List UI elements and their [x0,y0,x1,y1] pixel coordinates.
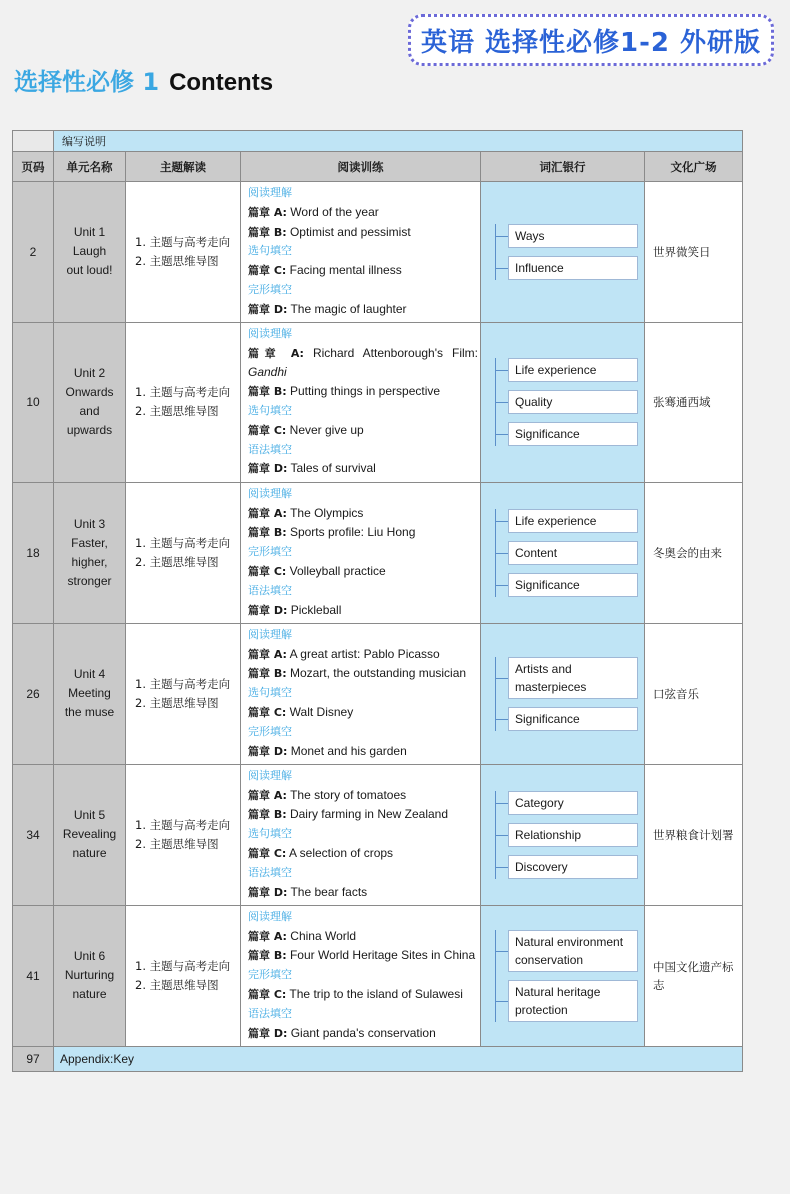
passage-tag: 篇章 C: [248,264,287,278]
reading-section-label: 阅读理解 [248,186,292,199]
reading-section-label: 阅读理解 [248,486,292,500]
passage-tag: 篇章 C: [248,846,287,860]
book-title-badge: 英语 选择性必修1-2 外研版 [408,14,774,66]
passage-title-continued: Gandhi [248,365,287,380]
reading-training [241,905,481,1046]
unit-name-line: Nurturing [64,968,115,983]
reading-passage[interactable] [248,344,478,364]
reading-section-label: 阅读理解 [248,909,292,923]
theme-item: 2. 主题思维导图 [135,836,219,851]
passage-tag: 篇章 B: [248,385,287,399]
passage-tag: 篇章 D: [248,462,288,476]
theme-interpretation [126,322,241,482]
reading-section-label: 语法填空 [248,442,292,456]
theme-interpretation [126,764,241,905]
vocab-bracket [495,509,638,597]
vocab-topic-box[interactable]: Artists and masterpieces [508,657,638,699]
unit-row [13,905,743,1046]
passage-tag: 篇章 A: [248,929,287,943]
unit-name-line: nature [72,846,107,861]
page-number[interactable]: 2 [13,182,54,323]
culture-square[interactable]: 张骞通西域 [645,322,743,482]
unit-name[interactable] [54,322,126,482]
passage-title: Richard Attenborough's Film: [303,345,478,360]
passage-tag: 篇章 B: [248,949,287,963]
vocab-topic-box[interactable]: Content [508,541,638,565]
passage-tag: 篇章 A: [248,506,287,520]
unit-name-line: Unit 6 [73,949,106,964]
passage-title: Monet and his garden [287,743,407,758]
vocab-topic-box[interactable]: Ways [508,224,638,248]
page-number[interactable]: 34 [13,764,54,905]
vocab-topic-box[interactable]: Life experience [508,358,638,382]
vocab-bracket [495,930,638,1022]
passage-title: Optimist and pessimist [286,224,411,239]
passage-title: Pickleball [287,602,342,617]
unit-name-line: higher, [71,554,108,569]
reading-passage[interactable] [248,742,478,762]
reading-passage[interactable] [248,927,478,947]
reading-training [241,482,481,623]
unit-name-line: Laugh [72,244,107,259]
vocab-topic-box[interactable]: Discovery [508,855,638,879]
passage-title: Never give up [286,422,364,437]
header-theme: 主题解读 [126,152,241,182]
theme-item: 1. 主题与高考走向 [135,535,231,550]
passage-tag: 篇章 B: [248,808,287,822]
note-blank-cell [13,131,54,152]
passage-title: Giant panda's conservation [287,1025,436,1040]
vocab-topic-box[interactable]: Significance [508,573,638,597]
unit-name-line: nature [72,987,107,1002]
passage-tag: 篇章 C: [248,564,287,578]
reading-section-label: 阅读理解 [248,326,292,340]
vocabulary-bank [481,182,645,323]
culture-square[interactable]: 世界微笑日 [645,182,743,323]
reading-passage[interactable] [248,883,478,903]
vocab-bracket [495,657,638,731]
passage-title: The trip to the island of Sulawesi [286,986,463,1001]
page-title-en: Contents [169,69,274,96]
theme-item: 2. 主题思维导图 [135,253,219,268]
theme-item: 1. 主题与高考走向 [135,817,231,832]
passage-title: The magic of laughter [287,301,407,316]
vocab-bracket [495,358,638,446]
unit-name-line: the muse [64,705,115,720]
vocab-topic-box[interactable]: Significance [508,707,638,731]
reading-passage[interactable] [248,223,478,243]
theme-item: 1. 主题与高考走向 [135,234,231,249]
passage-title: Dairy farming in New Zealand [286,807,449,822]
passage-tag: 篇章 C: [248,423,287,437]
passage-title: A selection of crops [286,845,394,860]
appendix-row [13,1046,743,1071]
vocab-topic-box[interactable]: Life experience [508,509,638,533]
unit-name-line: Revealing [62,827,117,842]
vocabulary-bank [481,482,645,623]
theme-interpretation [126,482,241,623]
unit-name[interactable] [54,905,126,1046]
theme-interpretation [126,623,241,764]
reading-section-label: 选句填空 [248,827,292,841]
reading-section-label: 完形填空 [248,282,292,296]
theme-item: 2. 主题思维导图 [135,404,219,419]
passage-tag: 篇章 D: [248,1026,288,1040]
unit-name[interactable] [54,764,126,905]
passage-tag: 篇章 D: [248,885,288,899]
reading-passage[interactable] [248,601,478,621]
header-vocab: 词汇银行 [481,152,645,182]
vocab-topic-box[interactable]: Significance [508,422,638,446]
theme-item: 1. 主题与高考走向 [135,676,231,691]
theme-item: 2. 主题思维导图 [135,554,219,569]
reading-passage[interactable] [248,523,478,543]
header-unit: 单元名称 [54,152,126,182]
passage-title: Walt Disney [286,704,354,719]
unit-row [13,482,743,623]
reading-section-label: 语法填空 [248,1006,292,1020]
passage-title: Volleyball practice [286,563,386,578]
unit-name-line: Onwards [65,385,114,400]
unit-name-line: and upwards [66,404,113,438]
header-row [13,152,743,182]
passage-tag: 篇章 D: [248,744,288,758]
vocabulary-bank [481,905,645,1046]
vocabulary-bank [481,322,645,482]
reading-passage[interactable] [248,645,478,665]
unit-name-line: Unit 4 [73,667,106,682]
reading-passage[interactable] [248,703,478,723]
vocab-bracket [495,791,638,879]
unit-name[interactable] [54,182,126,323]
theme-item: 1. 主题与高考走向 [135,958,231,973]
reading-section-label: 语法填空 [248,583,292,597]
culture-square[interactable]: 世界粮食计划署 [645,764,743,905]
reading-section-label: 阅读理解 [248,768,292,782]
vocab-topic-box[interactable]: Quality [508,390,638,414]
passage-tag: 篇章 B: [248,225,287,239]
passage-tag: 篇章 B: [248,667,287,681]
passage-title: Mozart, the outstanding musician [286,666,467,681]
unit-row [13,182,743,323]
reading-passage[interactable] [248,562,478,582]
theme-interpretation [126,182,241,323]
header-reading: 阅读训练 [241,152,481,182]
unit-name[interactable] [54,623,126,764]
reading-passage[interactable] [248,421,478,441]
theme-item: 2. 主题思维导图 [135,695,219,710]
page-number[interactable]: 10 [13,322,54,482]
passage-title: A great artist: Pablo Picasso [286,646,440,661]
unit-row [13,322,743,482]
vocab-topic-box[interactable]: Natural heritage protection [508,980,638,1022]
compile-notes-link[interactable]: 编写说明 [54,131,743,152]
passage-tag: 篇章 D: [248,603,288,617]
vocabulary-bank [481,764,645,905]
unit-name-line: Unit 2 [73,366,106,381]
reading-passage[interactable] [248,504,478,524]
reading-passage[interactable] [248,844,478,864]
reading-training [241,764,481,905]
culture-square[interactable]: 口弦音乐 [645,623,743,764]
theme-item: 2. 主题思维导图 [135,977,219,992]
reading-passage[interactable] [248,300,478,320]
culture-square[interactable]: 冬奥会的由来 [645,482,743,623]
note-row [13,131,743,152]
vocab-topic-box[interactable]: Influence [508,256,638,280]
passage-title: The Olympics [286,505,364,520]
unit-name-line: Faster, [71,535,108,550]
appendix-page-number[interactable]: 97 [13,1046,54,1071]
passage-title: The story of tomatoes [286,787,407,802]
passage-title: Putting things in perspective [286,384,441,399]
page-number[interactable]: 41 [13,905,54,1046]
reading-section-label: 选句填空 [248,404,292,418]
unit-name-line: Unit 5 [73,808,106,823]
page-number[interactable]: 26 [13,623,54,764]
passage-tag: 篇章 C: [248,987,287,1001]
reading-section-label: 完形填空 [248,545,292,559]
header-culture: 文化广场 [645,152,743,182]
reading-passage[interactable] [248,261,478,281]
theme-interpretation [126,905,241,1046]
theme-item: 1. 主题与高考走向 [135,385,231,400]
reading-training [241,182,481,323]
reading-passage[interactable] [248,805,478,825]
vocab-topic-box[interactable]: Category [508,791,638,815]
passage-tag: 篇章 A: [248,788,287,802]
passage-title: Tales of survival [287,461,376,476]
page-number[interactable]: 18 [13,482,54,623]
contents-table [12,130,743,1072]
passage-title: Word of the year [286,204,379,219]
unit-name-line: Unit 3 [73,516,106,531]
unit-name-line: Unit 1 [73,225,106,240]
passage-tag: 篇章 B: [248,526,287,540]
reading-section-label: 语法填空 [248,865,292,879]
reading-section-label: 完形填空 [248,724,292,738]
passage-title: Facing mental illness [286,263,402,278]
passage-tag: 篇章 D: [248,302,288,316]
reading-training [241,623,481,764]
passage-title: Sports profile: Liu Hong [286,525,416,540]
passage-tag: 篇章 A: [248,647,287,661]
passage-title: The bear facts [287,884,368,899]
unit-name-line: out loud! [66,263,113,278]
reading-section-label: 完形填空 [248,968,292,982]
unit-row [13,764,743,905]
reading-passage[interactable] [248,946,478,966]
page-title [14,62,273,94]
reading-passage[interactable] [248,786,478,806]
appendix-link[interactable]: Appendix:Key [54,1046,743,1071]
unit-name[interactable] [54,482,126,623]
reading-passage[interactable] [248,1024,478,1044]
vocab-topic-box[interactable]: Relationship [508,823,638,847]
reading-section-label: 阅读理解 [248,627,292,641]
unit-name-line: Meeting [68,686,111,701]
passage-tag: 篇章 A: [248,346,304,360]
reading-passage[interactable] [248,985,478,1005]
unit-row [13,623,743,764]
reading-passage[interactable] [248,664,478,684]
vocabulary-bank [481,623,645,764]
passage-title: China World [286,928,357,943]
vocab-bracket [495,224,638,280]
header-page: 页码 [13,152,54,182]
reading-section-label: 选句填空 [248,686,292,700]
reading-passage[interactable] [248,382,478,402]
passage-tag: 篇章 A: [248,205,287,219]
reading-passage[interactable] [248,203,478,223]
reading-training [241,322,481,482]
passage-tag: 篇章 C: [248,705,287,719]
reading-section-label: 选句填空 [248,244,292,258]
passage-title: Four World Heritage Sites in China [286,948,476,963]
reading-passage[interactable] [248,459,478,479]
unit-name-line: stronger [67,573,112,588]
page-title-cn: 选择性必修 1 [14,68,160,96]
vocab-topic-box[interactable]: Natural environment conservation [508,930,638,972]
culture-square[interactable]: 中国文化遗产标志 [645,905,743,1046]
